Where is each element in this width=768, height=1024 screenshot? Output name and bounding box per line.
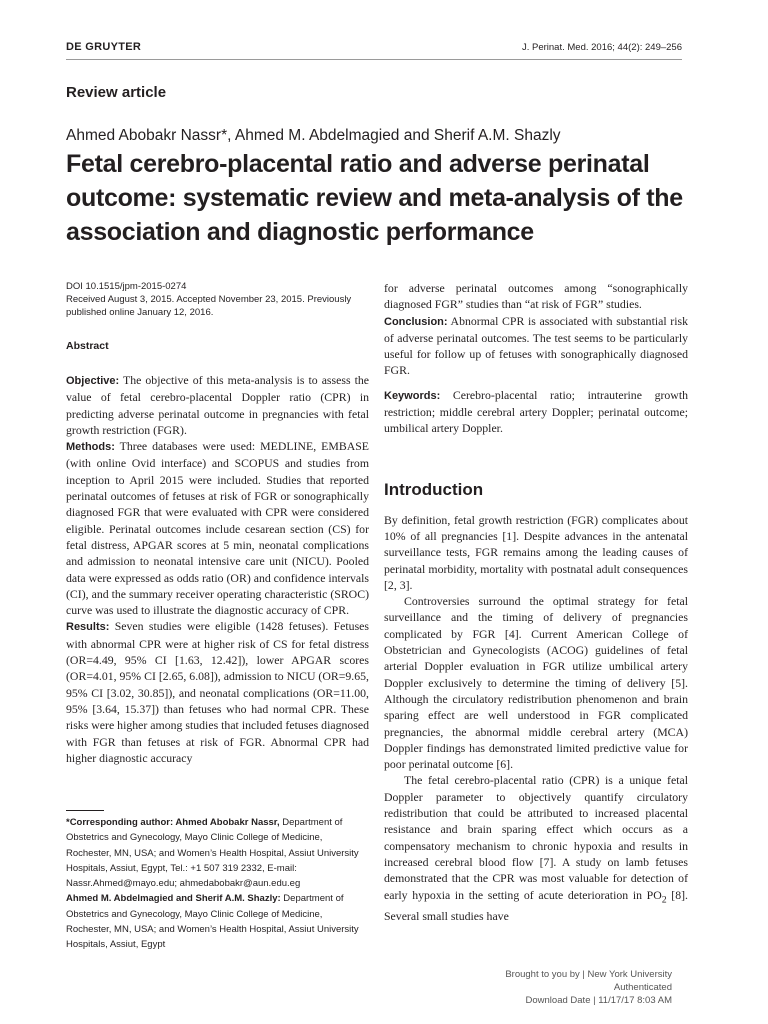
methods-text: Three databases were used: MEDLINE, EMBASE (with online Ovid interface) and SCOPUS and studies from inception to April 2015 were included. Studies that reported perinatal outcomes of fetuses at risk of FGR or sonographically diagnosed FGR that were evaluated with CPR were considered eligible. Perinatal outcomes include cesarean section (CS) for fetal distress, APGAR scores at 5 min, neonatal complications and admission to neonatal intensive care unit (NICU). Pooled data were expressed as odds ratio (OR) and confidence intervals (CI), and the summary receiver operating characteristic (SROC) curve was used to illustrate the diagnostic accuracy of CPR.	[66, 439, 369, 618]
keywords	[384, 387, 688, 437]
conclusion-label: Conclusion:	[384, 315, 448, 328]
left-column	[66, 280, 369, 766]
intro-paragraph-3	[384, 772, 688, 924]
coauthors-details: Department of Obstetrics and Gynecology, Mayo Clinic College of Medicine, Rochester, MN, USA; and Women’s Health Hospital, Assiut University Hospitals, Assiut, Egypt	[66, 893, 359, 951]
abstract-conclusion	[384, 313, 688, 379]
article-type: Review article	[66, 84, 167, 101]
download-line-auth: Authenticated	[613, 982, 672, 993]
intro-p3-end: [8]. Several small studies have	[384, 887, 689, 924]
download-watermark	[505, 968, 672, 1007]
results-label: Results:	[66, 621, 110, 634]
objective-label: Objective:	[66, 375, 120, 387]
po2-subscript: 2	[661, 893, 667, 905]
corresponding-author-label: *Corresponding author: Ahmed Abobakr Nassr,	[66, 817, 280, 828]
right-column	[384, 280, 688, 924]
article-title: Fetal cerebro-placental ratio and adverse perinatal outcome: systematic review and meta-analysis of the association and diagnostic performance	[66, 150, 683, 246]
footnote-divider	[66, 810, 104, 811]
header-divider	[66, 59, 682, 60]
methods-label: Methods:	[66, 441, 115, 454]
publisher-logo: DE GRUYTER	[66, 41, 142, 53]
doi-link[interactable]: DOI 10.1515/jpm-2015-0274	[66, 281, 187, 292]
objective-text: The objective of this meta-analysis is to assess the value of fetal cerebro-placental Doppler ratio (CPR) in predicting adverse perinatal outcome in pregnancies with fetal growth restriction (FGR).	[66, 373, 369, 437]
section-heading-introduction: Introduction	[384, 479, 484, 499]
article-meta	[66, 280, 369, 319]
intro-p3-text: The fetal cerebro-placental ratio (CPR) is a unique fetal Doppler parameter to objectively quantify circulatory redistribution that could be attributed to increased placental resistance and brain sparing effect which occurs as a compensatory mechanism to chronic hypoxia and results in increased cerebral blood flow [7]. A study on lamb fetuses demonstrated that the CPR was most valuable for detection of early hypoxia in the setting of acute deterioration in PO	[384, 773, 688, 902]
abstract-heading: Abstract	[66, 340, 109, 352]
coauthors-label: Ahmed M. Abdelmagied and Sherif A.M. Shazly:	[66, 893, 281, 905]
abstract-methods	[66, 438, 369, 618]
author-footnote	[66, 815, 366, 953]
abstract-objective	[66, 372, 369, 438]
results-text: Seven studies were eligible (1428 fetuses). Fetuses with abnormal CPR were at higher risk of CS for fetal distress (OR=4.49, 95% CI [1.63, 12.42]), lower APGAR scores (OR=4.01, 95% CI [2.65, 6.08]), admission to NICU (OR=9.65, 95% CI [3.02, 30.85]), and neonatal complications (OR=11.00, 95% [3.64, 15.37]) than fetuses who had normal CPR. These risks were higher among studies that included fetuses diagnosed with FGR than fetuses at risk of FGR. Abnormal CPR had higher diagnostic accuracy	[66, 619, 369, 765]
received-dates: Received August 3, 2015. Accepted November 23, 2015. Previously published online January 12, 2016.	[66, 294, 352, 318]
download-line-institution: Brought to you by | New York University	[505, 969, 672, 980]
intro-paragraph-1: By definition, fetal growth restriction (FGR) complicates about 10% of all pregnancies [1]. Despite advances in the antenatal surveillance tests, FGR remains among the leading causes of perinatal morbidity, mortality with postnatal adult consequences [2, 3].	[384, 512, 688, 592]
author-list: Ahmed Abobakr Nassr*, Ahmed M. Abdelmagied and Sherif A.M. Shazly	[66, 127, 561, 144]
corresponding-author-details: Department of Obstetrics and Gynecology, Mayo Clinic College of Medicine, Rochester, MN, USA; and Women’s Health Hospital, Assiut University Hospitals, Assiut, Egypt, Tel.: +1 507 319 2332, E-mail: Nassr.Ahmed@mayo.edu; ahmedabobakr@aun.edu.eg	[66, 817, 359, 890]
abstract-results	[66, 618, 369, 766]
abstract-results-continued: for adverse perinatal outcomes among “sonographically diagnosed FGR” studies than “at risk of FGR” studies.	[384, 281, 688, 312]
keywords-label: Keywords:	[384, 389, 441, 402]
intro-paragraph-2: Controversies surround the optimal strategy for fetal surveillance and the timing of delivery of pregnancies complicated by FGR [4]. Current American College of Obstetrician and Gynecologists (ACOG) guidelines of fetal arterial Doppler evaluation in FGR utilize umbilical artery Doppler exclusively to determine the timing of delivery [5]. Although the circulatory redistribution phenomenon and brain sparing effect are well understood in FGR complicated pregnancies, the abnormal middle cerebral artery (MCA) Doppler findings has demonstrated limited predictive value for poor perinatal outcome [6].	[384, 594, 688, 772]
download-line-date: Download Date | 11/17/17 8:03 AM	[525, 995, 672, 1006]
conclusion-text: Abnormal CPR is associated with substantial risk of adverse perinatal outcomes. The test seems to be particularly useful for follow up of fetuses with sonographically diagnosed FGR.	[384, 313, 688, 378]
journal-citation: J. Perinat. Med. 2016; 44(2): 249–256	[521, 42, 682, 53]
keywords-text: Cerebro-placental ratio; intrauterine growth restriction; middle cerebral artery Doppler; perinatal outcome; umbilical artery Doppler.	[384, 387, 688, 436]
